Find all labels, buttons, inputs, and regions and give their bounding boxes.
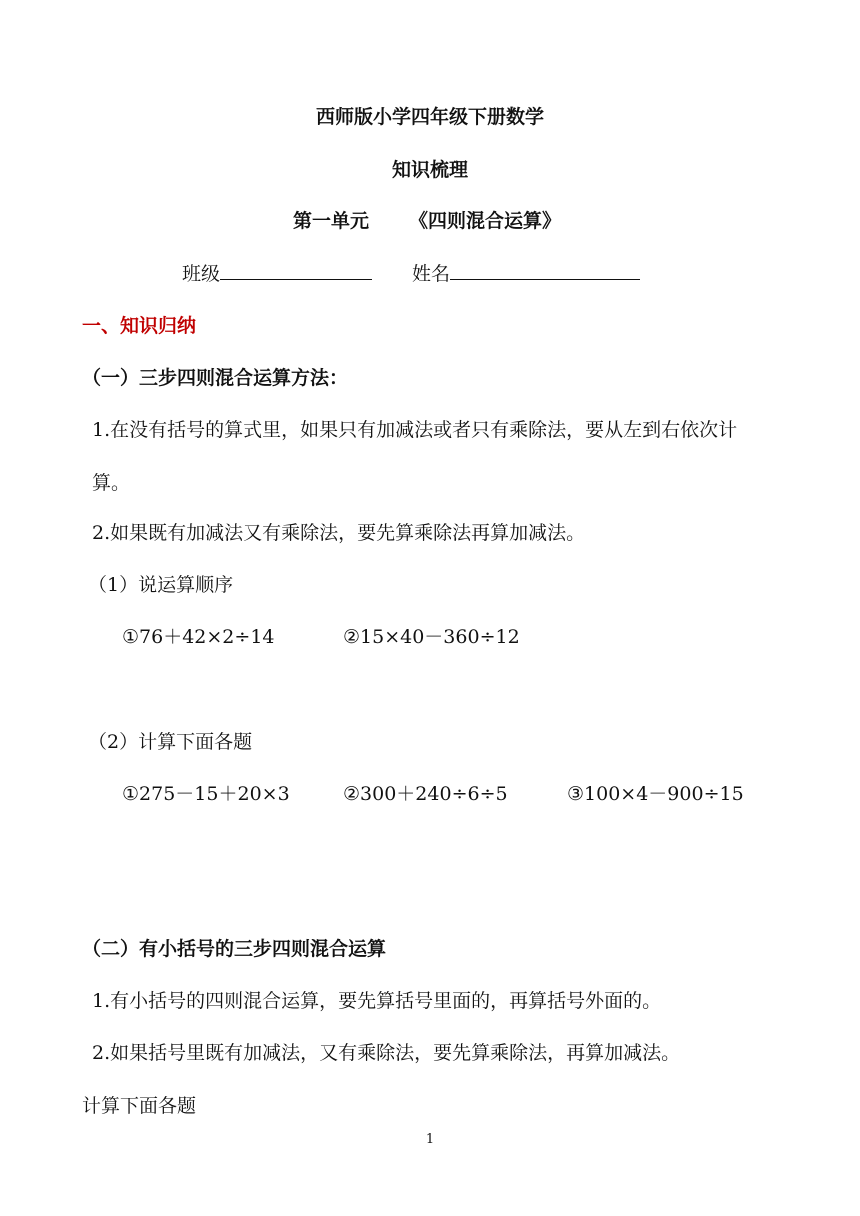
part2-task-label: 计算下面各题 — [82, 1095, 197, 1117]
name-blank[interactable] — [450, 261, 640, 280]
unit-heading — [293, 209, 561, 233]
section-heading-knowledge: 一、知识归纳 — [82, 315, 197, 337]
name-label: 姓名 — [412, 263, 451, 285]
page-number: 1 — [425, 1132, 435, 1147]
class-name-line — [182, 261, 640, 286]
part2-rule2: 2.如果括号里既有加减法，又有乘除法，要先算乘除法，再算加减法。 — [92, 1042, 681, 1064]
part1-heading: （一）三步四则混合运算方法： — [82, 367, 349, 389]
task2-item-3: ③100×4－900÷15 — [567, 783, 744, 805]
document-subtitle: 知识梳理 — [391, 159, 468, 181]
task1-item-1: ①76＋42×2÷14 — [122, 626, 275, 648]
class-label: 班级 — [182, 263, 221, 285]
part2-heading: （二）有小括号的三步四则混合运算 — [82, 938, 387, 960]
document-title: 西师版小学四年级下册数学 — [315, 106, 544, 128]
task1-label: （1）说运算顺序 — [88, 574, 234, 596]
task1-item-2: ②15×40－360÷12 — [343, 626, 520, 648]
unit-prefix: 第一单元 — [293, 210, 370, 232]
part1-rule1-line2: 算。 — [92, 472, 131, 494]
part2-rule1: 1.有小括号的四则混合运算，要先算括号里面的，再算括号外面的。 — [92, 990, 662, 1012]
task2-item-2: ②300＋240÷6÷5 — [343, 783, 508, 805]
unit-title: 《四则混合运算》 — [409, 210, 562, 232]
task2-item-1: ①275－15＋20×3 — [122, 783, 290, 805]
task2-label: （2）计算下面各题 — [88, 731, 253, 753]
part1-rule1-line1: 1.在没有括号的算式里，如果只有加减法或者只有乘除法，要从左到右依次计 — [92, 419, 738, 441]
part1-rule2: 2.如果既有加减法又有乘除法，要先算乘除法再算加减法。 — [92, 522, 586, 544]
class-blank[interactable] — [220, 261, 372, 280]
